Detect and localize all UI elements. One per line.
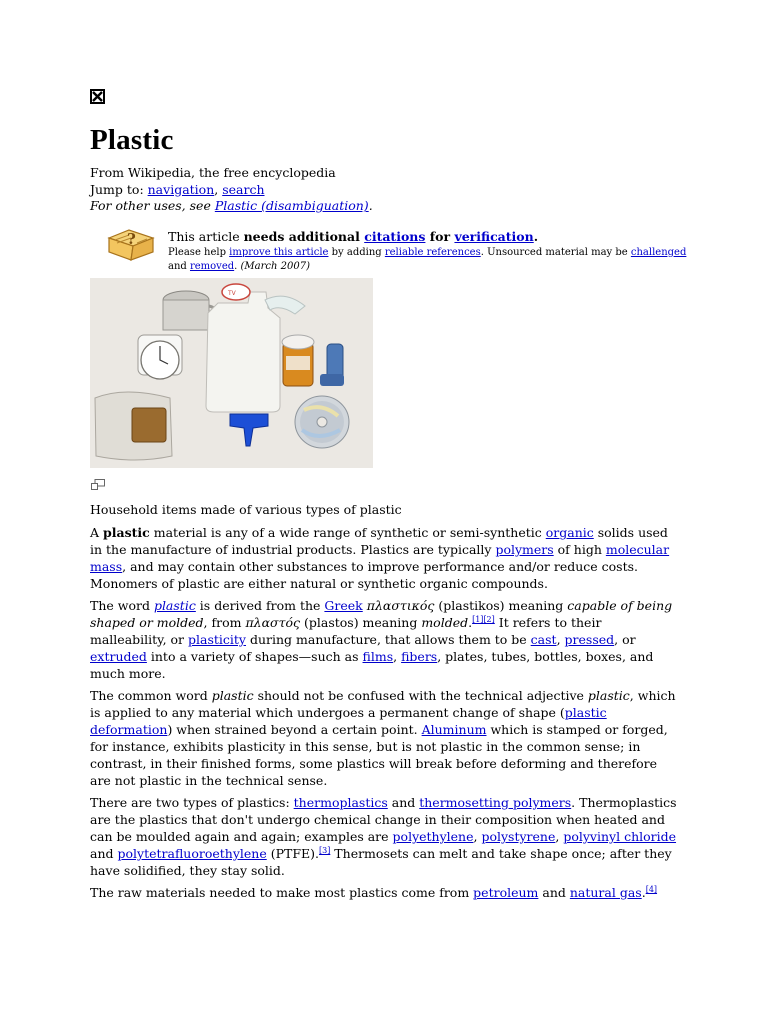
ref-2-link[interactable]: [2] bbox=[483, 614, 495, 624]
greek-link[interactable]: Greek bbox=[324, 598, 363, 613]
ref-1-link[interactable]: [1] bbox=[472, 614, 484, 624]
ref-3-link[interactable]: [3] bbox=[318, 845, 331, 855]
plasticity-link[interactable]: plasticity bbox=[188, 632, 246, 647]
figure-caption: Household items made of various types of plastic bbox=[90, 502, 402, 517]
paragraph-4: There are two types of plastics: thermoplastics and thermosetting polymers. Thermoplastics are the plastics that don't undergo chemical change in their composition when heated and can be moulded again and again; examples are polyethylene, polystyrene, polyvinyl chloride and polytetrafluoroethylene (PTFE).[3] Thermosets can melt and take shape once; after they have solidified, they stay solid. bbox=[90, 795, 677, 878]
household-plastics-photo[interactable] bbox=[90, 278, 373, 468]
pressed-link[interactable]: pressed bbox=[564, 632, 615, 647]
removed-link[interactable]: removed bbox=[189, 260, 235, 272]
hatnote: For other uses, see Plastic (disambiguation). bbox=[90, 198, 373, 213]
notice-help: Please help improve this article by adding reliable references. Unsourced material may be challenged and removed. (March 2007) bbox=[168, 247, 687, 272]
enlarge-icon[interactable] bbox=[91, 479, 105, 490]
fibers-link[interactable]: fibers bbox=[401, 649, 438, 664]
page-title: Plastic bbox=[90, 124, 174, 156]
polystyrene-link[interactable]: polystyrene bbox=[481, 829, 556, 844]
aluminum-link[interactable]: Aluminum bbox=[421, 722, 487, 737]
paragraph-1: A plastic material is any of a wide range of synthetic or semi-synthetic organic solids used in the manufacture of industrial products. Plastics are typically polymers of high molecular mass, and may contain other substances to improve performance and/or reduce costs. Monomers of plastic are either natural or synthetic organic compounds. bbox=[90, 525, 670, 591]
petroleum-link[interactable]: petroleum bbox=[473, 885, 539, 900]
disambiguation-link[interactable]: Plastic (disambiguation) bbox=[214, 198, 369, 213]
natural-gas-link[interactable]: natural gas bbox=[569, 885, 642, 900]
extruded-link[interactable]: extruded bbox=[90, 649, 147, 664]
site-sub: From Wikipedia, the free encyclopedia bbox=[90, 165, 336, 180]
jump-search-link[interactable]: search bbox=[222, 181, 265, 197]
organic-link[interactable]: organic bbox=[545, 525, 594, 540]
thermosetting-polymers-link[interactable]: thermosetting polymers bbox=[419, 795, 572, 810]
polyethylene-link[interactable]: polyethylene bbox=[392, 829, 474, 844]
jump-links: Jump to: navigation, search bbox=[90, 181, 265, 197]
svg-text:TV: TV bbox=[228, 290, 236, 297]
polymers-link[interactable]: polymers bbox=[495, 542, 554, 557]
thermoplastics-link[interactable]: thermoplastics bbox=[293, 795, 388, 810]
citations-link[interactable]: citations bbox=[364, 229, 426, 244]
book-question-icon bbox=[105, 226, 157, 264]
jump-navigation-link[interactable]: navigation bbox=[147, 181, 215, 197]
challenged-link[interactable]: challenged bbox=[630, 247, 687, 258]
plastic-deformation-link[interactable]: plastic deformation bbox=[90, 705, 607, 737]
paragraph-3: The common word plastic should not be confused with the technical adjective plastic, which is applied to any material which undergoes a permanent change of shape (plastic deformation) when strained beyond a certain point. Aluminum which is stamped or forged, for instance, exhibits plasticity in this sense, but is not plastic in the common sense; in contrast, in their finished forms, some plastics will break before deforming and therefore are not plastic in the technical sense. bbox=[90, 688, 676, 788]
plastic-wiktionary-link[interactable]: plastic bbox=[153, 598, 196, 613]
article-body bbox=[90, 524, 680, 906]
svg-text:?: ? bbox=[127, 230, 136, 248]
molecular-mass-link[interactable]: molecular mass bbox=[90, 542, 670, 574]
ref-4-link[interactable]: [4] bbox=[645, 884, 658, 894]
paragraph-5: The raw materials needed to make most plastics come from petroleum and natural gas.[4] bbox=[90, 884, 658, 900]
cast-link[interactable]: cast bbox=[530, 632, 557, 647]
citation-notice bbox=[105, 226, 695, 276]
improve-article-link[interactable]: improve this article bbox=[229, 247, 329, 258]
reliable-references-link[interactable]: reliable references bbox=[384, 247, 481, 258]
films-link[interactable]: films bbox=[362, 649, 394, 664]
close-x-icon[interactable] bbox=[90, 89, 105, 104]
page-meta bbox=[90, 165, 690, 215]
notice-headline: This article needs additional citations for verification. bbox=[168, 229, 539, 244]
ptfe-link[interactable]: polytetrafluoroethylene bbox=[117, 846, 267, 861]
notice-date: (March 2007) bbox=[240, 260, 310, 272]
paragraph-2: The word plastic is derived from the Greek πλαστικός (plastikos) meaning capable of being shaped or molded, from πλαστός (plastos) meaning molded.[1][2] It refers to their malleability, or plasticity during manufacture, that allows them to be cast, pressed, or extruded into a variety of shapes—such as films, fibers, plates, tubes, bottles, boxes, and much more. bbox=[90, 598, 673, 681]
verification-link[interactable]: verification bbox=[454, 229, 534, 244]
polyvinyl-chloride-link[interactable]: polyvinyl chloride bbox=[563, 829, 677, 844]
